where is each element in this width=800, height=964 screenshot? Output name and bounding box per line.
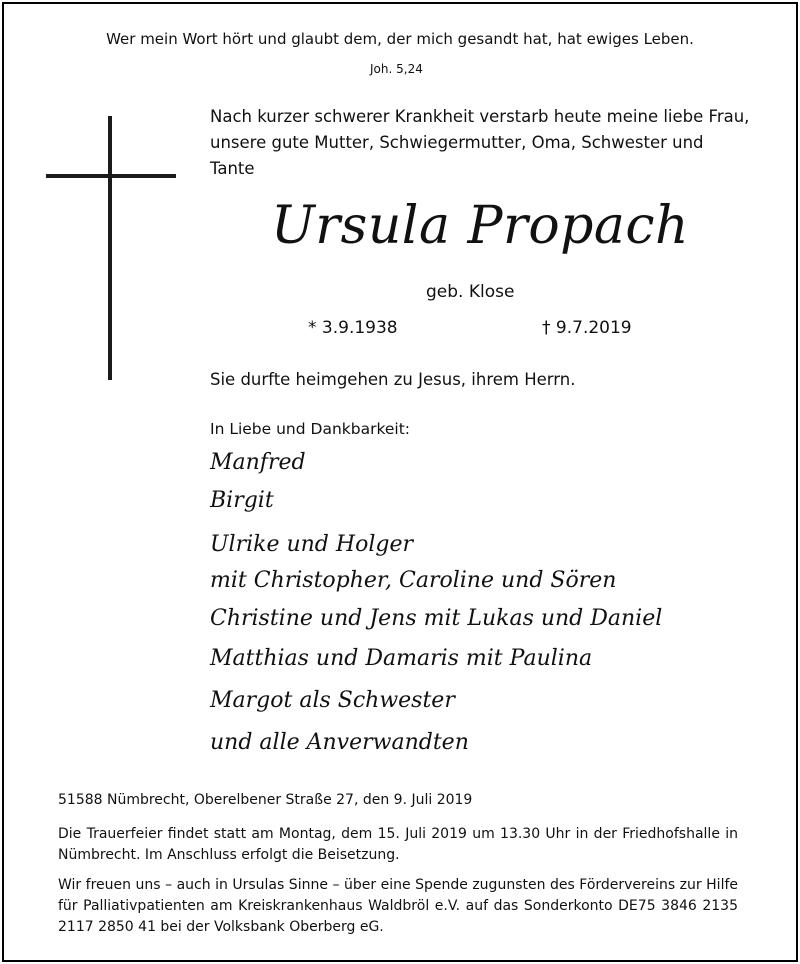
mourner-line: Margot als Schwester [210, 688, 455, 713]
mourner-line: Matthias und Damaris mit Paulina [210, 646, 593, 671]
address-line: 51588 Nümbrecht, Oberelbener Straße 27, den 9. Juli 2019 [58, 792, 473, 808]
cross-horizontal-bar [46, 174, 176, 178]
death-date: † 9.7.2019 [542, 318, 632, 338]
donation-info: Wir freuen uns – auch in Ursulas Sinne – über eine Spende zugunsten des Fördervereins zur Hilfe für Palliativpatienten am Kreiskrankenhaus Waldbröl e.V. auf das Sonderkonto DE75 3846 2135 2117 2850 41 bei der Volksbank Oberberg eG. [58, 877, 738, 935]
deceased-name: Ursula Propach [270, 196, 690, 256]
faith-phrase: Sie durfte heimgehen zu Jesus, ihrem Herrn. [210, 370, 576, 389]
mourner-line: Manfred [210, 450, 306, 475]
gratitude-line: In Liebe und Dankbarkeit: [210, 420, 411, 438]
ceremony-info: Die Trauerfeier findet statt am Montag, dem 15. Juli 2019 um 13.30 Uhr in der Friedhofshalle in Nümbrecht. Im Anschluss erfolgt die Beisetzung. [58, 826, 738, 863]
intro-text: Nach kurzer schwerer Krankheit verstarb heute meine liebe Frau, unsere gute Mutter, Schwiegermutter, Oma, Schwester und Tante [210, 107, 750, 178]
mourner-line: Birgit [210, 488, 274, 513]
maiden-name: geb. Klose [426, 282, 515, 302]
bible-verse: Wer mein Wort hört und glaubt dem, der mich gesandt hat, hat ewiges Leben. [106, 30, 694, 48]
birth-date: * 3.9.1938 [308, 318, 398, 338]
mourner-line: und alle Anverwandten [210, 730, 469, 755]
mourner-line: Ulrike und Holger [210, 532, 413, 557]
mourner-line: Christine und Jens mit Lukas und Daniel [210, 606, 663, 631]
mourner-line: mit Christopher, Caroline und Sören [210, 568, 617, 593]
verse-reference: Joh. 5,24 [370, 62, 423, 76]
